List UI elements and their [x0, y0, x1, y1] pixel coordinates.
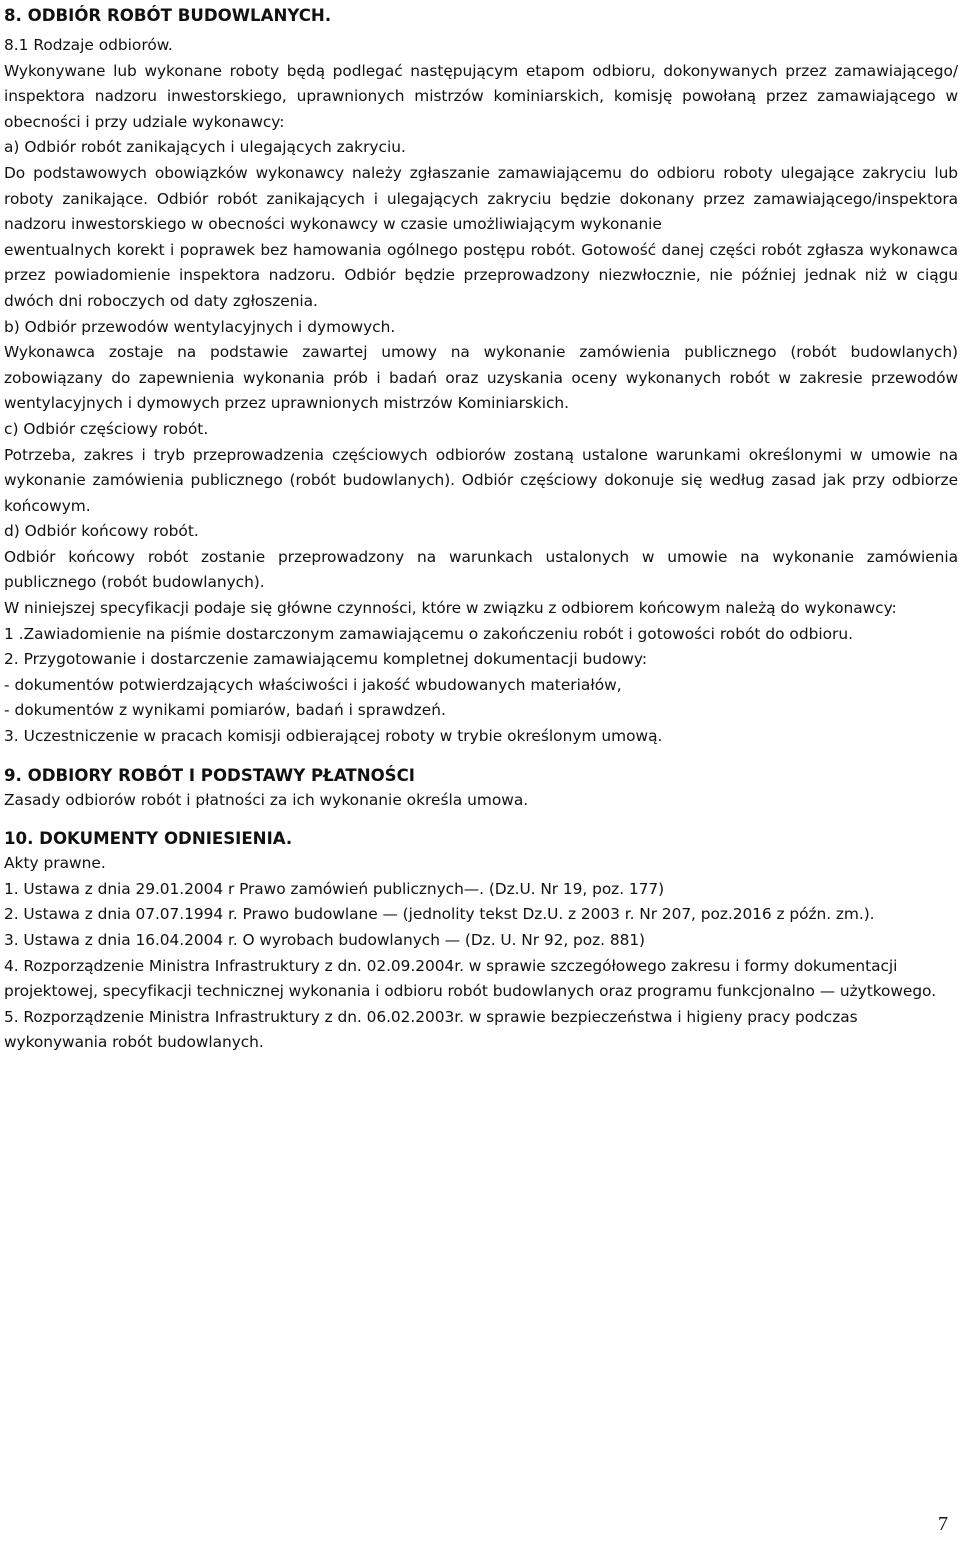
section-8-1-subheading: 8.1 Rodzaje odbiorów. — [4, 36, 173, 54]
item-a-paragraph: Do podstawowych obowiązków wykonawcy należy zgłaszanie zamawiającemu do odbioru roboty ulegające zakryciu lub roboty zanikające. Odbiór robót zanikających i ulegających zakryciu będzie dokonany przez zamawiającego/inspektora nadzoru inwestorskiego w obecności wykonawcy w czasie umożliwiającym wykonanie — [4, 163, 958, 234]
item-a-paragraph-continued: ewentualnych korekt i poprawek bez hamowania ogólnego postępu robót. Gotowość danej części robót zgłasza wykonawca przez powiadomienie inspektora nadzoru. Odbiór będzie przeprowadzony niezwłocznie, nie później jednak niż w ciągu dwóch dni roboczych od daty zgłoszenia. — [4, 240, 958, 310]
page-number: 7 — [938, 1513, 948, 1535]
section-9-paragraph: Zasady odbiorów robót i płatności za ich wykonanie określa umowa. — [4, 790, 529, 809]
reference-3: 3. Ustawa z dnia 16.04.2004 r. O wyrobach budowlanych — (Dz. U. Nr 92, poz. 881) — [4, 931, 646, 949]
list-item-2b: - dokumentów z wynikami pomiarów, badań i sprawdzeń. — [4, 701, 446, 720]
list-item-2: 2. Przygotowanie i dostarczenie zamawiającemu kompletnej dokumentacji budowy: — [4, 650, 648, 669]
section-10-heading: 10. DOKUMENTY ODNIESIENIA. — [4, 829, 293, 849]
item-b-paragraph: Wykonawca zostaje na podstawie zawartej umowy na wykonanie zamówienia publicznego (robót budowlanych) zobowiązany do zapewnienia wykonania prób i badań oraz uzyskania oceny wykonanych robót w zakresie przewodów wentylacyjnych i dymowych przez uprawnionych mistrzów Kominiarskich. — [4, 343, 958, 413]
document-page — [4, 0, 958, 1056]
section-8-heading: 8. ODBIÓR ROBÓT BUDOWLANYCH. — [4, 6, 332, 25]
section-10-subheading: Akty prawne. — [4, 854, 106, 873]
section-8-intro-paragraph: Wykonywane lub wykonane roboty będą podlegać następującym etapom odbioru, dokonywanych przez zamawiającego/ inspektora nadzoru inwestorskiego, uprawnionych mistrzów kominiarskich, komisję powołaną przez zamawiającego w obecności i przy udziale wykonawcy: — [4, 61, 958, 131]
item-d-paragraph: Odbiór końcowy robót zostanie przeprowadzony na warunkach ustalonych w umowie na wykonanie zamówienia publicznego (robót budowlanych). — [4, 547, 958, 592]
list-item-3: 3. Uczestniczenie w pracach komisji odbierającej roboty w trybie określonym umową. — [4, 727, 663, 746]
section-9-heading: 9. ODBIORY ROBÓT I PODSTAWY PŁATNOŚCI — [4, 765, 415, 785]
reference-1: 1. Ustawa z dnia 29.01.2004 r Prawo zamówień publicznych—. (Dz.U. Nr 19, poz. 177) — [4, 879, 665, 898]
item-a-title: a) Odbiór robót zanikających i ulegających zakryciu. — [4, 138, 406, 157]
item-c-paragraph: Potrzeba, zakres i tryb przeprowadzenia częściowych odbiorów zostaną ustalone warunkami określonymi w umowie na wykonanie zamówienia publicznego (robót budowlanych). Odbiór częściowy dokonuje się według zasad jak przy odbiorze końcowym. — [4, 445, 958, 515]
list-item-2a: - dokumentów potwierdzających właściwości i jakość wbudowanych materiałów, — [4, 675, 622, 694]
reference-2: 2. Ustawa z dnia 07.07.1994 r. Prawo budowlane — (jednolity tekst Dz.U. z 2003 r. Nr 207, poz.2016 z późn. zm.). — [4, 905, 875, 924]
list-item-1: 1 .Zawiadomienie na piśmie dostarczonym zamawiającemu o zakończeniu robót i gotowości robót do odbioru. — [4, 624, 854, 643]
item-b-title: b) Odbiór przewodów wentylacyjnych i dymowych. — [4, 317, 396, 336]
item-d-paragraph-2: W niniejszej specyfikacji podaje się główne czynności, które w związku z odbiorem końcowym należą do wykonawcy: — [4, 599, 897, 618]
item-d-title: d) Odbiór końcowy robót. — [4, 522, 199, 541]
reference-5: 5. Rozporządzenie Ministra Infrastruktury z dn. 06.02.2003r. w sprawie bezpieczeństwa i higieny pracy podczas wykonywania robót budowlanych. — [4, 1007, 858, 1052]
reference-4: 4. Rozporządzenie Ministra Infrastruktury z dn. 02.09.2004r. w sprawie szczegółowego zakresu i formy dokumentacji projektowej, specyfikacji technicznej wykonania i odbioru robót budowlanych oraz programu funkcjonalno — użytkowego. — [4, 956, 936, 1001]
item-c-title: c) Odbiór częściowy robót. — [4, 419, 209, 438]
